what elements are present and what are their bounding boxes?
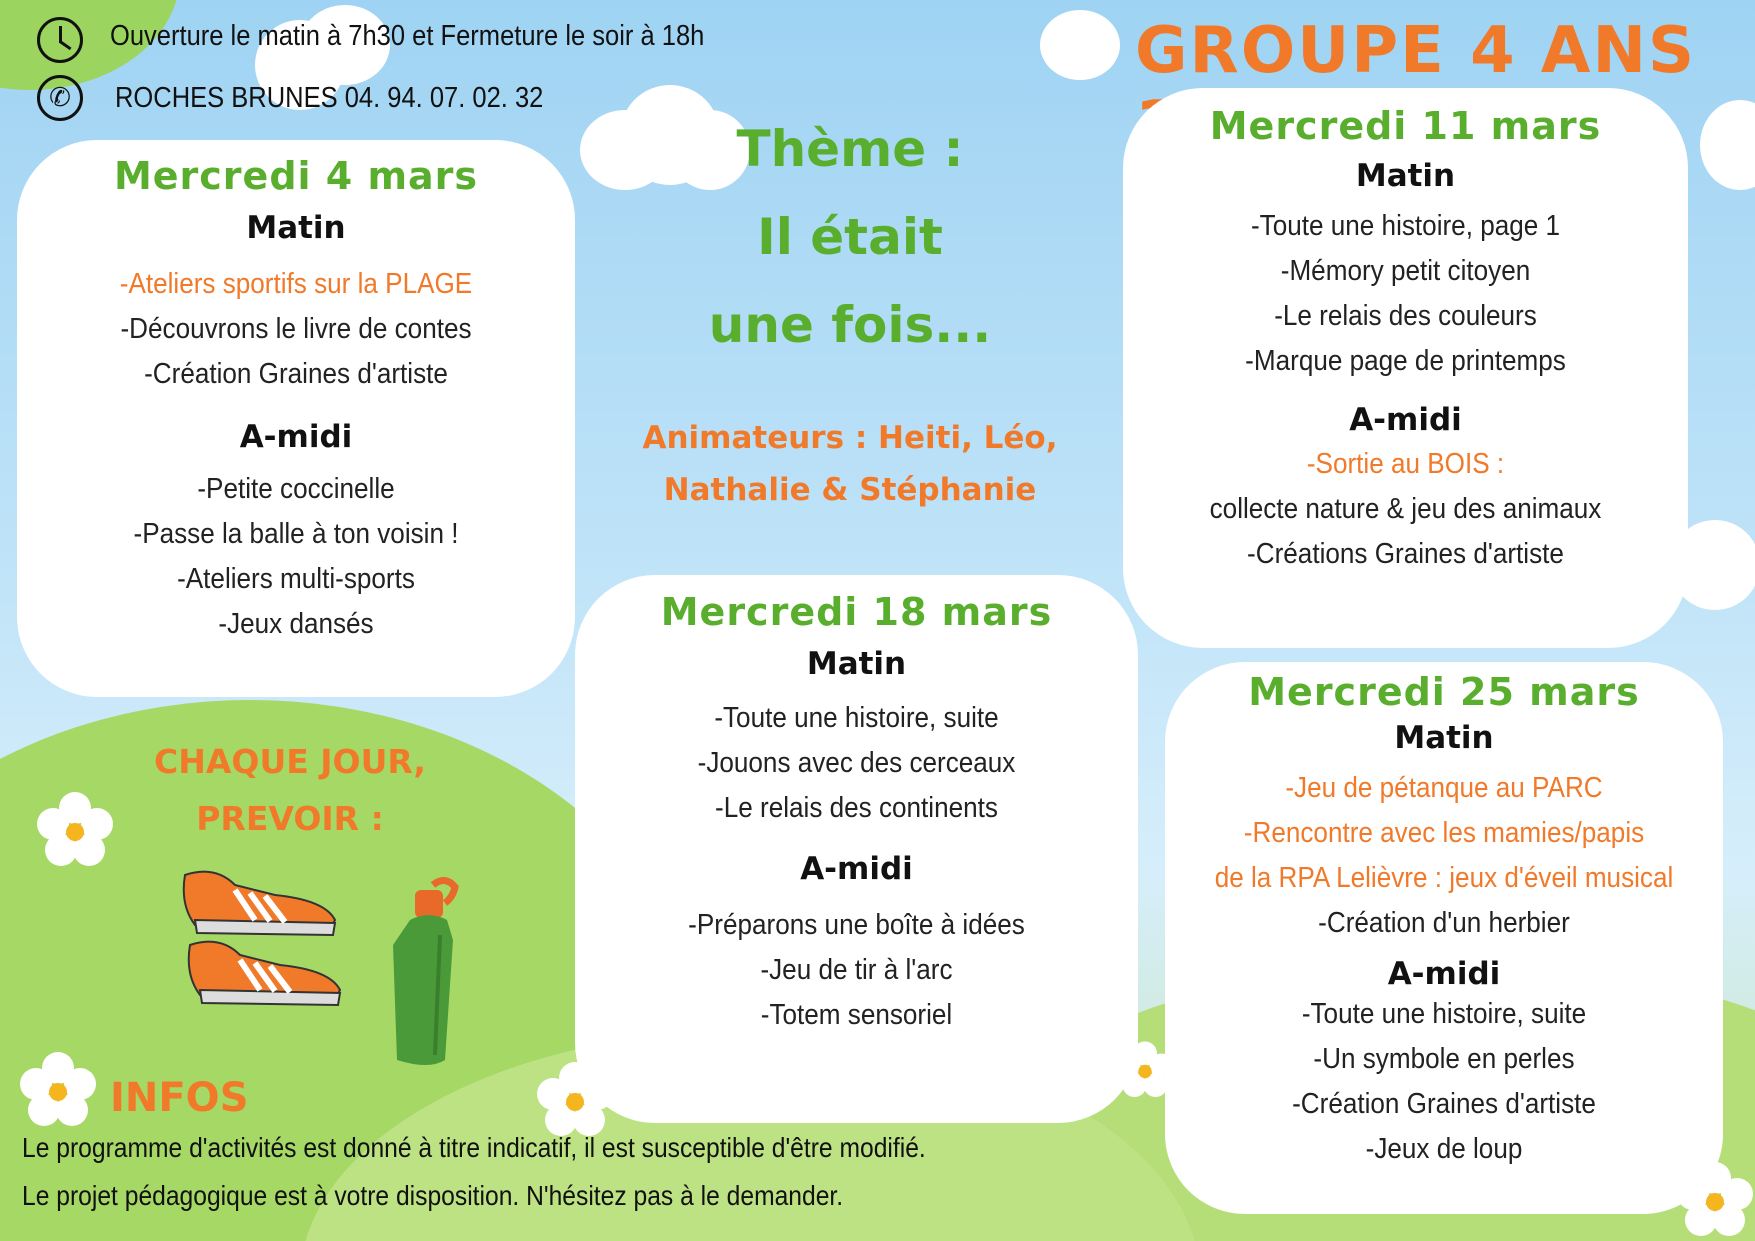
activity-item: -Jouons avec des cerceaux [697,747,1016,779]
activity-item: -Rencontre avec les mamies/papis [1243,817,1645,849]
theme-line: une fois... [708,296,992,354]
activity-item: -Jeux de loup [1365,1133,1523,1165]
chaque-jour-line: CHAQUE JOUR, [154,742,426,781]
sneaker-top [184,872,335,935]
activity-item: -Création d'un herbier [1318,907,1570,939]
activity-item: -Toute une histoire, suite [714,702,999,734]
water-bottle-illustration [385,875,485,1075]
theme-block [610,105,1090,369]
activity-item: -Jeu de tir à l'arc [760,954,953,986]
clock-icon [37,17,83,63]
phone-icon: ✆ [37,75,83,121]
day-title: Mercredi 25 mars [1248,670,1640,714]
day-card-4-mars [17,140,575,697]
activity-item: -Toute une histoire, page 1 [1250,210,1561,242]
activity-item: -Ateliers sportifs sur la PLAGE [119,268,473,300]
activity-item: -Découvrons le livre de contes [120,313,472,345]
activity-item: -Préparons une boîte à idées [688,909,1025,941]
theme-line: Thème : [736,120,964,178]
animateurs-block [600,412,1100,516]
activity-item: -Le relais des couleurs [1274,300,1537,332]
activity-item: -Création Graines d'artiste [144,358,448,390]
activity-item: collecte nature & jeu des animaux [1209,493,1602,525]
activity-item: -Toute une histoire, suite [1301,998,1587,1030]
activity-item: -Mémory petit citoyen [1280,255,1531,287]
activity-item: -Jeu de pétanque au PARC [1285,772,1603,804]
animateurs-line: Nathalie & Stéphanie [663,472,1037,508]
infos-line: Le projet pédagogique est à votre disposition. N'hésitez pas à le demander. [22,1180,844,1211]
infos-line: Le programme d'activités est donné à titre indicatif, il est susceptible d'être modifié. [22,1132,926,1163]
activity-item: -Sortie au BOIS : [1306,448,1505,480]
daisy-flower [1675,1160,1755,1240]
matin-label: Matin [246,210,346,246]
chaque-jour-block [90,733,490,847]
activity-item: -Marque page de printemps [1245,345,1566,377]
matin-label: Matin [1394,720,1494,756]
sneaker-bottom [189,942,340,1005]
infos-title: INFOS [110,1075,249,1121]
matin-label: Matin [1355,158,1456,194]
activity-item: -Un symbole en perles [1313,1043,1575,1075]
opening-hours: Ouverture le matin à 7h30 et Fermeture le soir à 18h [110,20,705,52]
day-card-18-mars [575,575,1138,1123]
activity-item: de la RPA Lelièvre : jeux d'éveil musical [1214,862,1674,894]
activity-item: -Jeux dansés [218,608,374,640]
daisy-flower [1115,1040,1175,1100]
amidi-label: A-midi [800,851,913,887]
day-title: Mercredi 11 mars [1209,104,1602,148]
day-card-25-mars [1165,662,1723,1214]
matin-label: Matin [806,646,907,682]
animateurs-line: Animateurs : Heiti, Léo, [642,420,1058,456]
amidi-label: A-midi [1349,402,1462,438]
daisy-flower [35,790,115,870]
day-title: Mercredi 18 mars [660,590,1053,634]
daisy-flower [18,1050,98,1130]
activity-item: -Ateliers multi-sports [177,563,415,595]
activity-item: -Créations Graines d'artiste [1247,538,1564,570]
group-title: GROUPE 4 ANS [1135,14,1697,88]
activity-item: -Passe la balle à ton voisin ! [133,518,459,550]
phone-number: ROCHES BRUNES 04. 94. 07. 02. 32 [115,82,544,114]
amidi-label: A-midi [1387,956,1501,992]
sneakers-illustration [175,865,345,1015]
daisy-flower [535,1060,615,1140]
theme-line: Il était [757,208,943,266]
activity-item: -Création Graines d'artiste [1292,1088,1596,1120]
activity-item: -Totem sensoriel [760,999,953,1031]
amidi-label: A-midi [239,419,353,455]
activity-item: -Le relais des continents [715,792,998,824]
day-title: Mercredi 4 mars [113,154,479,198]
day-card-11-mars [1123,88,1688,648]
chaque-jour-line: PREVOIR : [196,799,384,838]
activity-item: -Petite coccinelle [197,473,395,505]
